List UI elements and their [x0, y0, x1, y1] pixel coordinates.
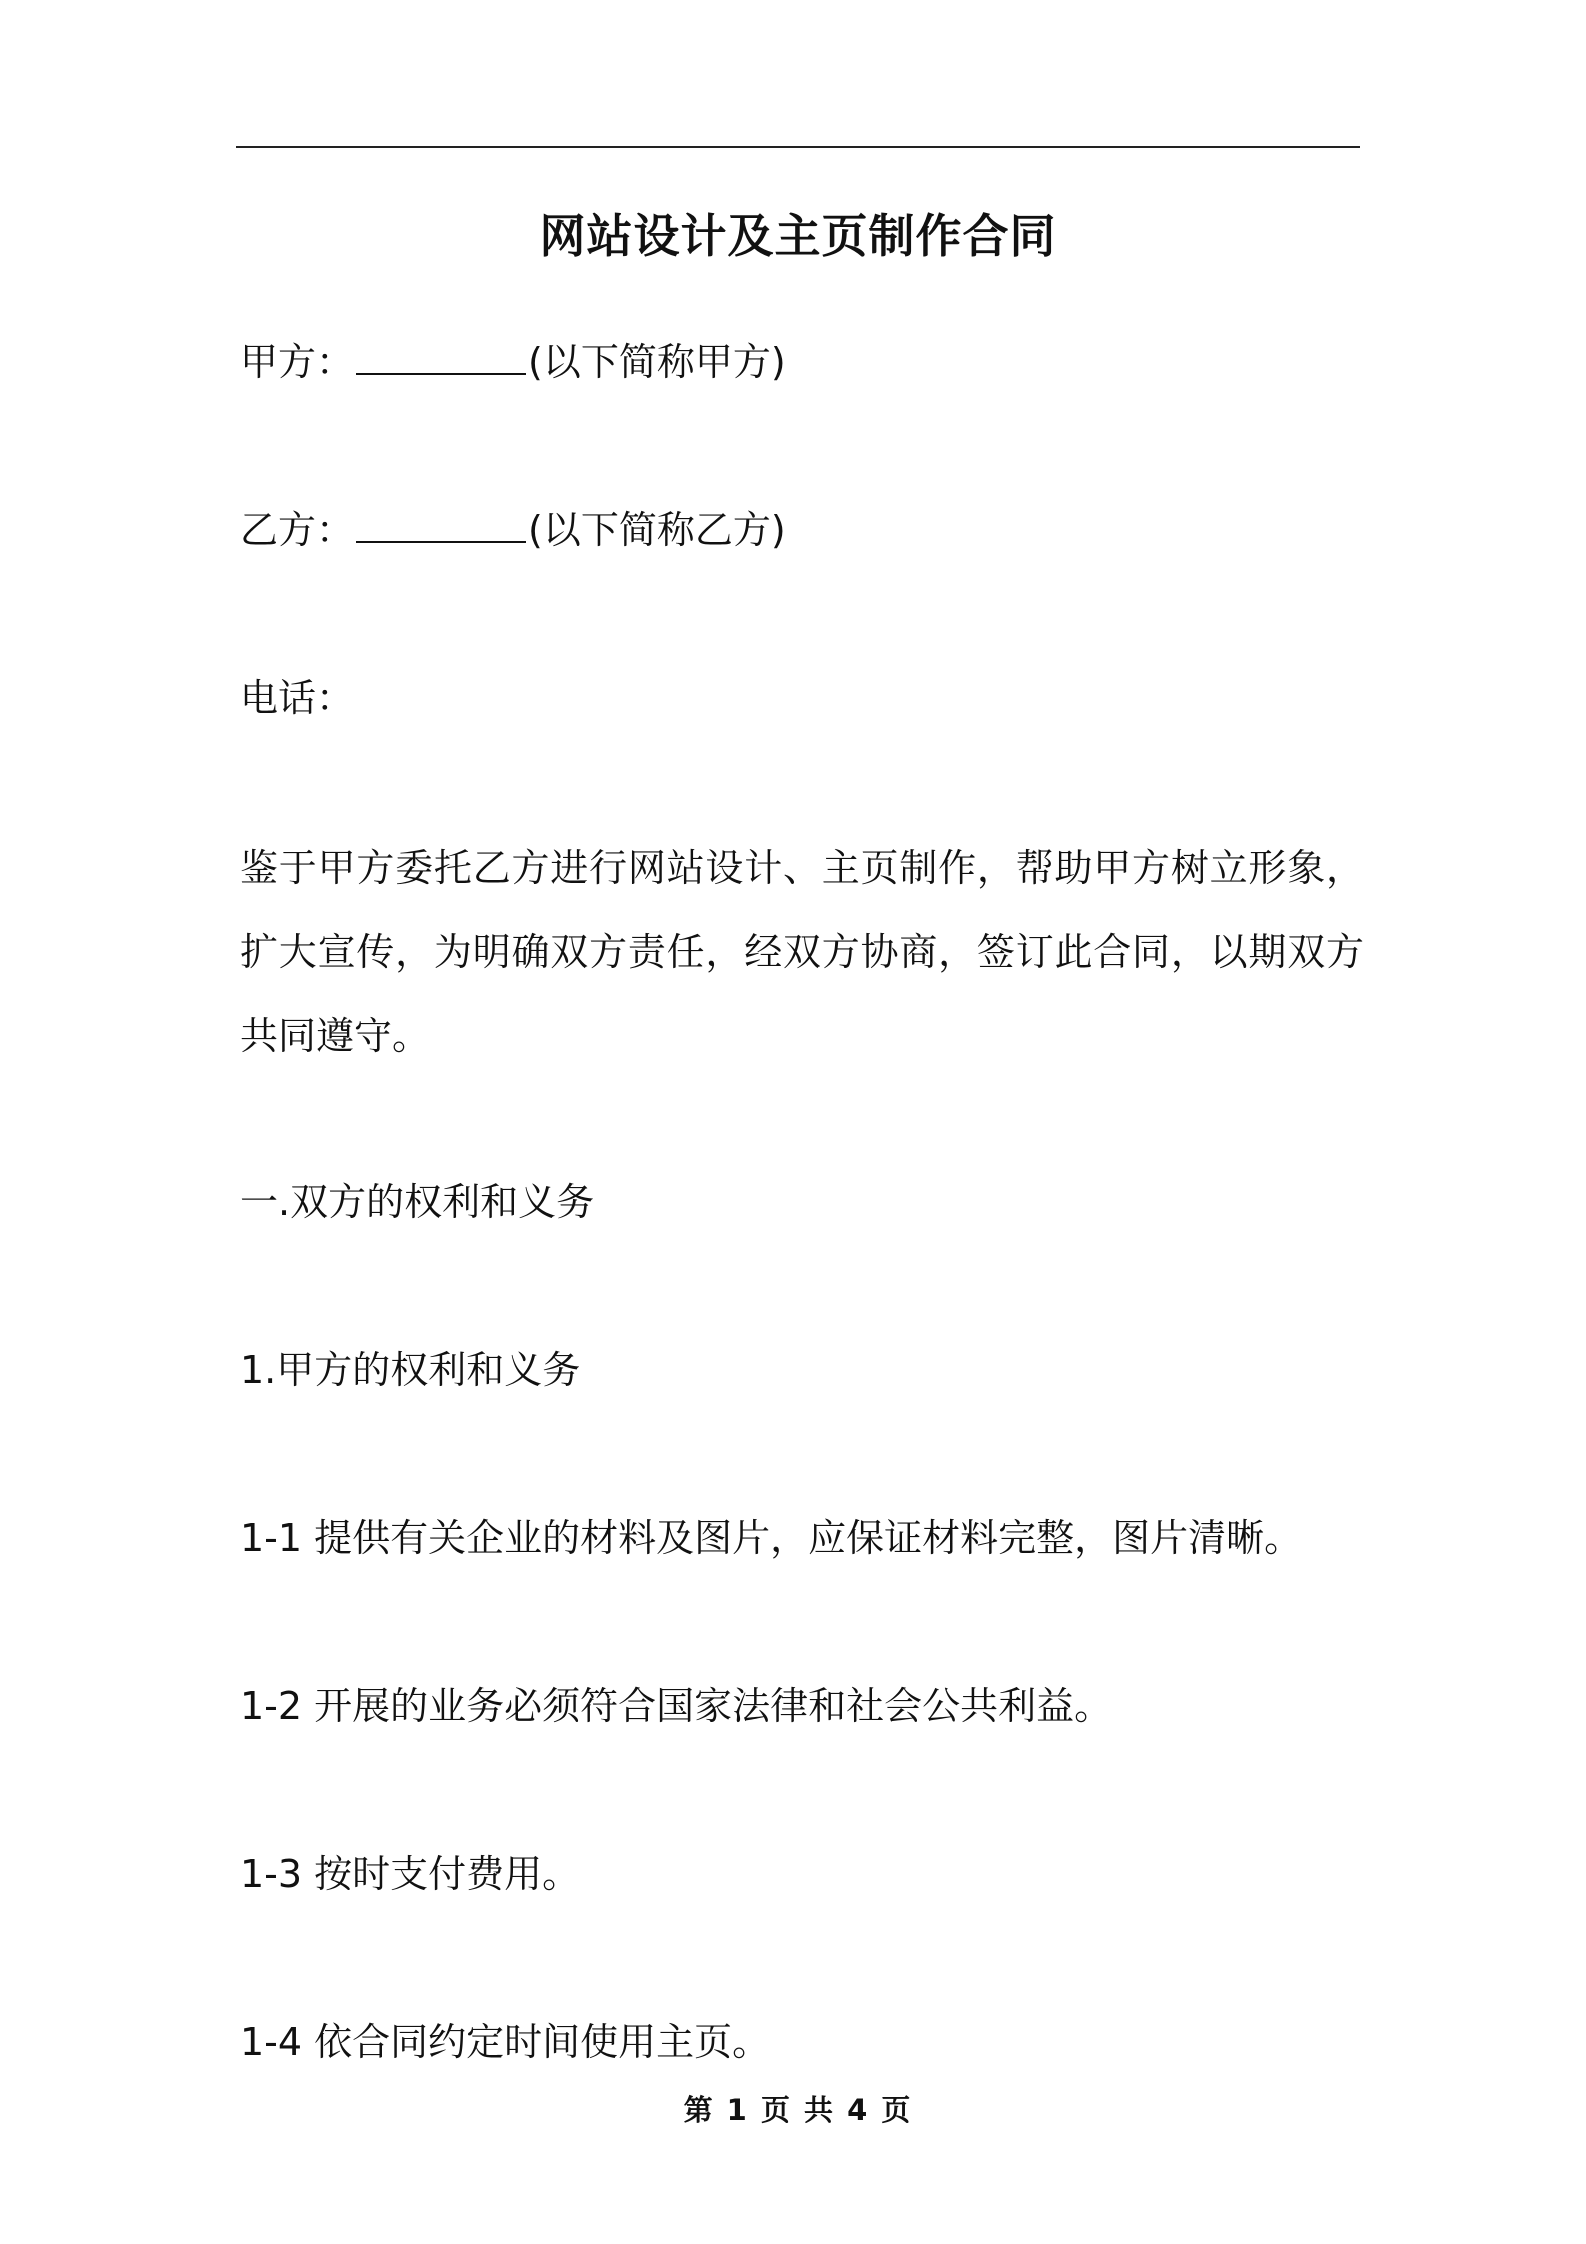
clause-item: 1-3 按时支付费用。 — [240, 1852, 581, 1896]
party-b-line — [240, 488, 1364, 572]
party-a-line — [240, 320, 1364, 404]
intro-paragraph: 鉴于甲方委托乙方进行网站设计、主页制作，帮助甲方树立形象，扩大宣传，为明确双方责任，经双方协商，签订此合同，以期双方共同遵守。 — [240, 846, 1364, 1058]
party-b-blank — [356, 501, 526, 543]
header-rule — [236, 146, 1360, 148]
phone-line: 电话： — [240, 676, 355, 720]
party-b-label: 乙方： — [240, 508, 355, 552]
clause-item: 1-1 提供有关企业的材料及图片，应保证材料完整，图片清晰。 — [240, 1516, 1303, 1560]
document-title: 网站设计及主页制作合同 — [539, 209, 1057, 263]
page-number: 第 1 页 共 4 页 — [683, 2093, 913, 2127]
subsection-heading: 1.甲方的权利和义务 — [240, 1348, 581, 1392]
clause-item: 1-2 开展的业务必须符合国家法律和社会公共利益。 — [240, 1684, 1113, 1728]
party-b-suffix: (以下简称乙方) — [528, 508, 786, 552]
party-a-suffix: (以下简称甲方) — [528, 340, 786, 384]
clause-item: 1-4 依合同约定时间使用主页。 — [240, 2020, 771, 2064]
party-a-label: 甲方： — [240, 340, 355, 384]
section-heading: 一.双方的权利和义务 — [240, 1180, 595, 1224]
party-a-blank — [356, 333, 526, 375]
